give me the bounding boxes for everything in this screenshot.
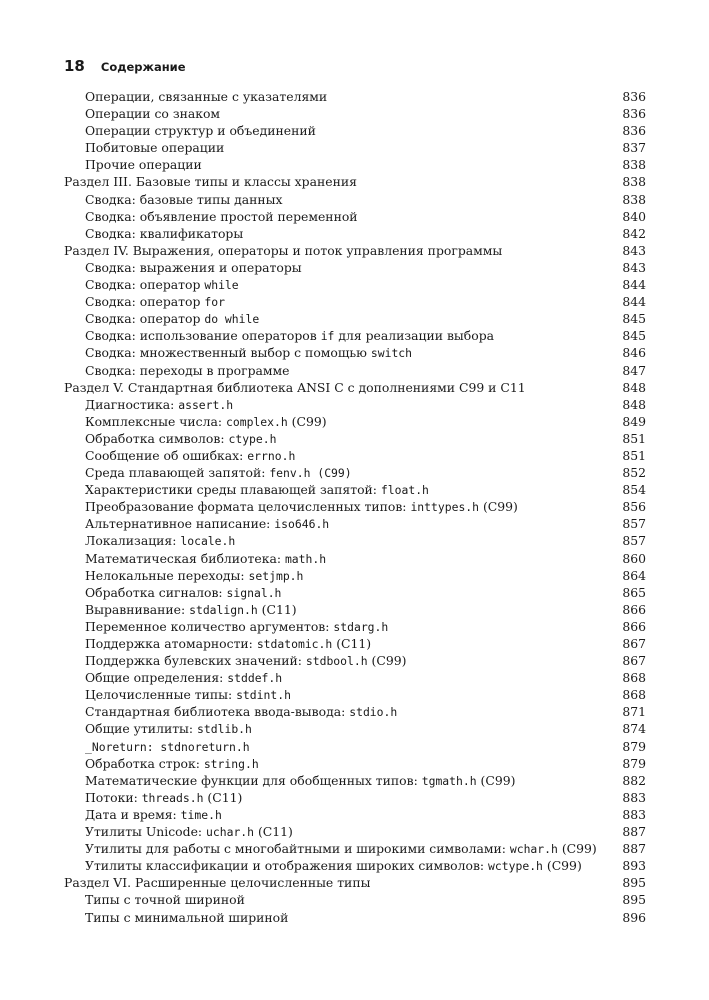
title-text: Утилиты для работы с многобайтными и широкими символами:	[85, 841, 510, 857]
code-text: switch	[370, 346, 413, 361]
toc-page-number: 865	[622, 584, 646, 600]
toc-entry	[64, 498, 646, 515]
code-text: _Noreturn: stdnoreturn.h	[85, 739, 250, 754]
title-text: Раздел III. Базовые типы и классы хранения	[64, 174, 357, 190]
title-text: Обработка строк:	[85, 755, 204, 771]
code-text: math.h	[284, 551, 327, 566]
title-text: Прочие операции	[85, 157, 202, 173]
title-text: (C99)	[476, 772, 516, 788]
title-text: Операции со знаком	[85, 106, 221, 122]
title-text: Типы с точной шириной	[85, 892, 245, 908]
toc-entry	[64, 909, 646, 926]
toc-entry-title	[64, 891, 245, 908]
toc-page-number: 849	[622, 413, 646, 429]
toc-entry-title	[64, 686, 291, 703]
code-text: stdio.h	[349, 705, 398, 720]
toc-entry	[64, 362, 646, 379]
toc-entry-title	[64, 532, 235, 549]
toc-page-number: 887	[622, 841, 646, 857]
title-text: Преобразование формата целочисленных типов:	[85, 499, 411, 515]
toc-entry	[64, 88, 646, 105]
toc-entry-title	[64, 122, 316, 139]
toc-entry	[64, 891, 646, 908]
toc-entry	[64, 703, 646, 720]
title-text: Раздел VI. Расширенные целочисленные типы	[64, 875, 371, 891]
title-text: Побитовые операции	[85, 140, 225, 156]
toc-section-entry	[64, 874, 646, 891]
code-text: setjmp.h	[248, 568, 304, 583]
toc-page-number: 883	[622, 806, 646, 822]
toc-entry	[64, 652, 646, 669]
toc-entry-title	[64, 208, 358, 225]
toc-page-number: 882	[622, 772, 646, 788]
toc-page-number: 845	[622, 311, 646, 327]
toc-page-number: 848	[622, 396, 646, 412]
title-text: Выравнивание:	[85, 601, 190, 617]
code-text: ctype.h	[228, 431, 277, 446]
code-text: stdalign.h	[189, 602, 258, 617]
toc-entry-title	[64, 276, 239, 293]
code-text: inttypes.h	[410, 500, 480, 515]
code-text: tgmath.h	[421, 773, 477, 788]
title-text: (C11)	[203, 789, 243, 805]
toc-entry-title	[64, 703, 397, 720]
toc-page-number: 883	[622, 789, 646, 805]
title-text: Утилиты классификации и отображения широких символов:	[85, 858, 489, 874]
toc-page-number: 857	[622, 516, 646, 532]
toc-entry	[64, 259, 646, 276]
toc-entry	[64, 840, 646, 857]
title-text: Сводка: выражения и операторы	[85, 259, 302, 275]
toc-entry-title	[64, 652, 406, 669]
title-text: Поддержка булевских значений:	[85, 653, 306, 669]
title-text: Сводка: базовые типы данных	[85, 191, 283, 207]
toc-entry	[64, 396, 646, 413]
toc-entry	[64, 669, 646, 686]
toc-entry	[64, 618, 646, 635]
toc-entry-title	[64, 88, 327, 105]
title-text: Обработка сигналов:	[85, 584, 227, 600]
toc-page-number: 845	[622, 328, 646, 344]
toc-entry-title	[64, 396, 233, 413]
toc-section-entry	[64, 173, 646, 190]
title-text: Операции структур и объединений	[85, 123, 316, 139]
toc-page-number: 860	[622, 550, 646, 566]
code-text: threads.h	[141, 790, 204, 805]
code-text: stdatomic.h	[256, 637, 333, 651]
toc-page-number: 848	[622, 379, 646, 395]
code-text: wchar.h	[509, 842, 558, 857]
title-text: Сводка: объявление простой переменной	[85, 208, 358, 224]
toc-page-number: 895	[622, 875, 646, 891]
toc-entry-title	[64, 550, 326, 567]
toc-page-number: 866	[622, 601, 646, 617]
code-text: stddef.h	[227, 671, 283, 686]
toc-entry	[64, 601, 646, 618]
toc-entry-title	[64, 909, 288, 926]
toc-entry	[64, 772, 646, 789]
code-text: if	[320, 329, 335, 344]
toc-entry-title	[64, 447, 295, 464]
title-text: Локализация:	[85, 533, 181, 549]
title-text: Дата и время:	[85, 806, 181, 822]
toc-entry	[64, 789, 646, 806]
title-text: Характеристики среды плавающей запятой:	[85, 482, 381, 498]
toc-section-entry	[64, 379, 646, 396]
toc-page-number: 847	[622, 362, 646, 378]
toc-page-number: 838	[622, 191, 646, 207]
toc-entry	[64, 806, 646, 823]
toc-page-number: 879	[622, 738, 646, 754]
toc-entry	[64, 464, 646, 481]
page-header	[64, 57, 186, 75]
title-text: (C99)	[542, 858, 582, 874]
toc-entry-title	[64, 755, 259, 772]
title-text: (C99)	[367, 653, 407, 669]
code-text: iso646.h	[274, 517, 330, 532]
title-text: Сводка: переходы в программе	[85, 362, 290, 378]
toc-entry	[64, 156, 646, 173]
toc-entry-title	[64, 720, 252, 737]
code-text: do while	[204, 312, 260, 327]
toc-entry-title	[64, 413, 327, 430]
code-text: assert.h	[178, 397, 234, 412]
title-text: Поддержка атомарности:	[85, 636, 257, 651]
toc-entry	[64, 720, 646, 737]
title-text: Общие определения:	[85, 670, 228, 686]
toc-page-number: 867	[622, 653, 646, 669]
toc-entry-title	[64, 173, 357, 190]
toc-page-number: 846	[622, 345, 646, 361]
toc-page-number: 887	[622, 824, 646, 840]
toc-entry-title	[64, 327, 494, 344]
toc-page-number: 851	[622, 447, 646, 463]
toc-entry-title	[64, 635, 371, 652]
table-of-contents	[64, 88, 646, 926]
toc-entry-title	[64, 362, 290, 379]
toc-entry-title	[64, 464, 352, 481]
toc-entry	[64, 550, 646, 567]
toc-entry-title	[64, 344, 412, 361]
toc-page-number: 838	[622, 157, 646, 173]
title-text: Раздел IV. Выражения, операторы и поток управления программы	[64, 242, 503, 258]
code-text: locale.h	[180, 534, 236, 549]
toc-entry-title	[64, 242, 502, 259]
title-text: Сводка: оператор	[85, 311, 205, 327]
title-text: Стандартная библиотека ввода-вывода:	[85, 704, 350, 720]
toc-entry-title	[64, 515, 329, 532]
title-text: Комплексные числа:	[85, 413, 226, 429]
title-text: (C11)	[254, 824, 293, 840]
title-text: Целочисленные типы:	[85, 687, 237, 703]
title-text: Среда плавающей запятой:	[85, 465, 270, 481]
title-text: Сводка: оператор	[85, 294, 205, 310]
toc-entry	[64, 567, 646, 584]
toc-entry-title	[64, 823, 293, 840]
toc-page-number: 868	[622, 687, 646, 703]
toc-page-number: 867	[622, 636, 646, 651]
code-text: signal.h	[226, 585, 282, 600]
toc-entry-title	[64, 567, 303, 584]
toc-entry	[64, 293, 646, 310]
toc-entry-title	[64, 430, 277, 447]
code-text: stdbool.h	[305, 654, 368, 669]
toc-page-number: 857	[622, 533, 646, 549]
title-text: Переменное количество аргументов:	[85, 618, 334, 634]
code-text: stdint.h	[236, 688, 291, 703]
toc-page-number: 836	[622, 106, 646, 122]
title-text: Сводка: квалификаторы	[85, 225, 244, 241]
title-text: Общие утилиты:	[85, 721, 198, 737]
toc-entry	[64, 122, 646, 139]
toc-page-number: 836	[622, 123, 646, 139]
toc-entry	[64, 327, 646, 344]
toc-page-number: 896	[622, 909, 646, 925]
code-text: errno.h	[247, 448, 296, 463]
toc-page-number: 868	[622, 670, 646, 686]
toc-page-number: 843	[622, 259, 646, 275]
toc-entry-title	[64, 293, 225, 310]
toc-entry-title	[64, 310, 259, 327]
title-text: Альтернативное написание:	[85, 516, 275, 532]
toc-entry	[64, 635, 646, 652]
title-text: Сводка: оператор	[85, 277, 205, 293]
toc-entry-title	[64, 379, 526, 396]
toc-entry	[64, 310, 646, 327]
toc-page-number: 842	[622, 225, 646, 241]
toc-entry-title	[64, 481, 429, 498]
toc-entry	[64, 532, 646, 549]
toc-entry	[64, 857, 646, 874]
toc-entry-title	[64, 191, 283, 208]
title-text: (C99)	[557, 841, 597, 857]
toc-page-number: 851	[622, 430, 646, 446]
toc-entry	[64, 823, 646, 840]
title-text: Утилиты Unicode:	[85, 824, 207, 840]
code-text: float.h	[380, 483, 429, 498]
toc-page-number: 836	[622, 89, 646, 104]
toc-page-number: 844	[622, 277, 646, 293]
toc-entry	[64, 276, 646, 293]
toc-entry-title	[64, 840, 597, 857]
toc-page-number: 864	[622, 567, 646, 583]
title-text: Операции, связанные с указателями	[85, 89, 328, 104]
code-text: complex.h	[226, 414, 288, 429]
toc-page-number: 866	[622, 618, 646, 634]
title-text: Диагностика:	[85, 396, 179, 412]
toc-page-number: 879	[622, 755, 646, 771]
toc-entry	[64, 430, 646, 447]
title-text: Сводка: использование операторов	[85, 328, 321, 344]
title-text: Обработка символов:	[85, 430, 229, 446]
toc-page-number: 895	[622, 892, 646, 908]
toc-entry	[64, 447, 646, 464]
title-text: Потоки:	[85, 789, 142, 805]
toc-page-number: 837	[622, 140, 646, 156]
toc-entry-title	[64, 139, 224, 156]
toc-entry-title	[64, 584, 281, 601]
toc-entry-title	[64, 738, 250, 755]
page-number: 18	[64, 57, 85, 75]
title-text: (C99)	[287, 413, 327, 429]
title-text: (C11)	[257, 601, 297, 617]
toc-page-number: 893	[622, 858, 646, 874]
toc-entry-title	[64, 874, 370, 891]
toc-page-number: 840	[622, 208, 646, 224]
title-text: Математическая библиотека:	[85, 550, 285, 566]
code-text: while	[204, 278, 239, 293]
toc-entry	[64, 515, 646, 532]
toc-entry	[64, 738, 646, 755]
code-text: wctype.h	[488, 859, 543, 874]
title-text: Математические функции для обобщенных типов:	[85, 772, 422, 788]
toc-page-number: 843	[622, 242, 646, 258]
toc-section-entry	[64, 242, 646, 259]
title-text: (C11)	[332, 636, 372, 651]
toc-entry	[64, 686, 646, 703]
running-title: Содержание	[100, 60, 186, 74]
title-text: Типы с минимальной шириной	[85, 909, 289, 925]
title-text: Сообщение об ошибках:	[85, 447, 248, 463]
toc-entry	[64, 225, 646, 242]
toc-entry-title	[64, 857, 582, 874]
toc-entry	[64, 105, 646, 122]
toc-page-number: 838	[622, 174, 646, 190]
toc-entry-title	[64, 156, 202, 173]
toc-entry	[64, 413, 646, 430]
toc-page-number: 854	[622, 482, 646, 498]
toc-entry-title	[64, 618, 388, 635]
toc-page-number: 856	[622, 499, 646, 515]
toc-entry	[64, 584, 646, 601]
toc-entry-title	[64, 601, 297, 618]
code-text: time.h	[180, 807, 222, 822]
toc-page-number: 871	[622, 704, 646, 720]
code-text: stdarg.h	[333, 619, 389, 634]
toc-page-number: 844	[622, 294, 646, 310]
toc-entry	[64, 344, 646, 361]
code-text: uchar.h	[206, 825, 255, 840]
toc-entry-title	[64, 669, 282, 686]
toc-entry-title	[64, 498, 518, 515]
toc-entry	[64, 481, 646, 498]
toc-page-number: 852	[622, 465, 646, 481]
toc-entry-title	[64, 806, 222, 823]
toc-entry-title	[64, 772, 515, 789]
code-text: fenv.h (C99)	[269, 466, 352, 481]
toc-page-number: 874	[622, 721, 646, 737]
title-text: Сводка: множественный выбор с помощью	[85, 345, 371, 361]
code-text: stdlib.h	[197, 722, 252, 737]
code-text: string.h	[203, 756, 259, 771]
toc-entry	[64, 191, 646, 208]
title-text: Раздел V. Стандартная библиотека ANSI C с дополнениями C99 и C11	[64, 379, 526, 395]
toc-entry	[64, 139, 646, 156]
toc-entry	[64, 755, 646, 772]
toc-entry-title	[64, 105, 220, 122]
title-text: для реализации выбора	[334, 328, 495, 344]
title-text: (C99)	[479, 499, 518, 515]
toc-entry-title	[64, 225, 243, 242]
title-text: Нелокальные переходы:	[85, 567, 249, 583]
toc-entry-title	[64, 789, 242, 806]
toc-entry	[64, 208, 646, 225]
code-text: for	[204, 295, 225, 310]
toc-entry-title	[64, 259, 302, 276]
